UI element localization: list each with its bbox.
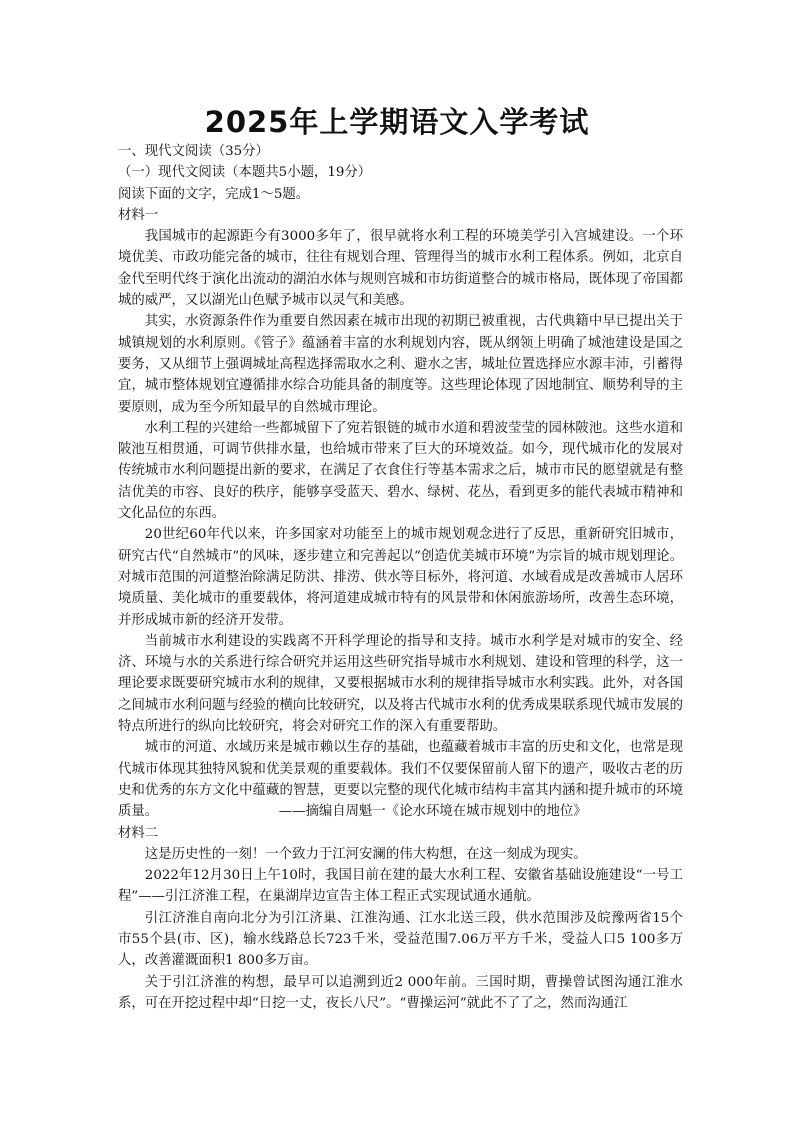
subsection-heading: （一）现代文阅读（本题共5小题，19分） xyxy=(118,165,372,181)
material-2-paragraph-2: 2022年12月30日上午10时，我国目前在建的最大水利工程、安徽省基础设施建设“一号工程”——引江济淮工程，在巢湖岸边宣告主体工程正式实现试通水通航。 xyxy=(118,868,683,905)
material-2-label: 材料二 xyxy=(118,825,159,841)
material-2-paragraph-1: 这是历史性的一刻！一个致力于江河安澜的伟大构想，在这一刻成为现实。 xyxy=(144,846,587,862)
material-2-paragraph-4: 关于引江济淮的构想，最早可以追溯到近2 000年前。三国时期，曹操曾试图沟通江淮水系，可在开挖过程中却“日挖一丈，夜长八尺”。“曹操运河”就此不了了之，然而沟通江 xyxy=(118,974,683,1011)
material-1-source: ——摘编自周魁一《论水环境在城市规划中的地位》 xyxy=(278,804,587,820)
material-1-paragraph-5: 当前城市水利建设的实践离不开科学理论的指导和支持。城市水利学是对城市的安全、经济、环境与水的关系进行综合研究并运用这些研究指导城市水利规划、建设和管理的科学，这一理论要求既要研究城市水利的规律，又要根据城市水利的规律指导城市水利实践。此外，对各国之间城市水利问题与经验的横向比较研究，以及将古代城市水利的优秀成果联系现代城市发展的特点所进行的纵向比较研究，将会对研究工作的深入有重要帮助。 xyxy=(118,633,683,735)
material-1-paragraph-4: 20世纪60年代以来，许多国家对功能至上的城市规划观念进行了反思，重新研究旧城市，研究古代“自然城市”的风味，逐步建立和完善起以“创造优美城市环境”为宗旨的城市规划理论。对城市范围的河道整治除满足防洪、排涝、供水等目标外，将河道、水域看成是改善城市人居环境质量、美化城市的重要载体，将河道建成城市特有的风景带和休闲旅游场所，改善生态环境，并形成城市新的经济开发带。 xyxy=(118,527,683,628)
page-title: 2025年上学期语文入学考试 xyxy=(204,105,590,139)
material-1-paragraph-6-text: 城市的河道、水域历来是城市赖以生存的基础，也蕴藏着城市丰富的历史和文化，也常是现代城市体现其独特风貌和优美景观的重要载体。我们不仅要保留前人留下的遗产，吸收古老的历史和优秀的东方文化中蕴藏的智慧，更要以完整的现代化城市结构丰富其内涵和提升城市的环境质量。 xyxy=(118,740,683,820)
material-1-paragraph-3: 水利工程的兴建给一些都城留下了宛若银链的城市水道和碧波莹莹的园林陂池。这些水道和陂池互相贯通，可调节供排水量，也给城市带来了巨大的环境效益。如今，现代城市化的发展对传统城市水利问题提出新的要求，在满足了衣食住行等基本需求之后，城市市民的愿望就是有整洁优美的市容、良好的秩序，能够享受蓝天、碧水、绿树、花丛，看到更多的能代表城市精神和文化品位的东西。 xyxy=(118,420,683,522)
section-heading: 一、现代文阅读（35分） xyxy=(118,144,269,159)
reading-instruction: 阅读下面的文字，完成1～5题。 xyxy=(118,186,310,202)
material-1-paragraph-6 xyxy=(118,737,683,822)
material-2-paragraph-3: 引江济淮自南向北分为引江济巢、江淮沟通、江水北送三段，供水范围涉及皖豫两省15个市55个县(市、区)，输水线路总长723千米，受益范围7.06万平方千米，受益人口5 100多万人，改善灌溉面积1 800多万亩。 xyxy=(118,910,683,969)
material-1-paragraph-1: 我国城市的起源距今有3000多年了，很早就将水利工程的环境美学引入宫城建设。一个环境优美、市政功能完备的城市，往往有规划合理、管理得当的城市水利工程体系。例如，北京自金代至明代终于演化出流动的湖泊水体与规则宫城和市坊街道整合的城市格局，既体现了帝国都城的威严，又以湖光山色赋予城市以灵气和美感。 xyxy=(118,229,683,309)
material-1-label: 材料一 xyxy=(118,207,159,223)
exam-content xyxy=(118,141,683,1014)
material-1-paragraph-2: 其实，水资源条件作为重要自然因素在城市出现的初期已被重视，古代典籍中早已提出关于城镇规划的水利原则。《管子》蕴涵着丰富的水利规划内容，既从纲领上明确了城池建设是国之要务，又从细节上强调城址高程选择需取水之利、避水之害，城址位置选择应水源丰沛，引蓄得宜，城市整体规划宜遵循排水综合功能具备的制度等。这些理论体现了因地制宜、顺势利导的主要原则，成为至今所知最早的自然城市理论。 xyxy=(118,314,683,415)
